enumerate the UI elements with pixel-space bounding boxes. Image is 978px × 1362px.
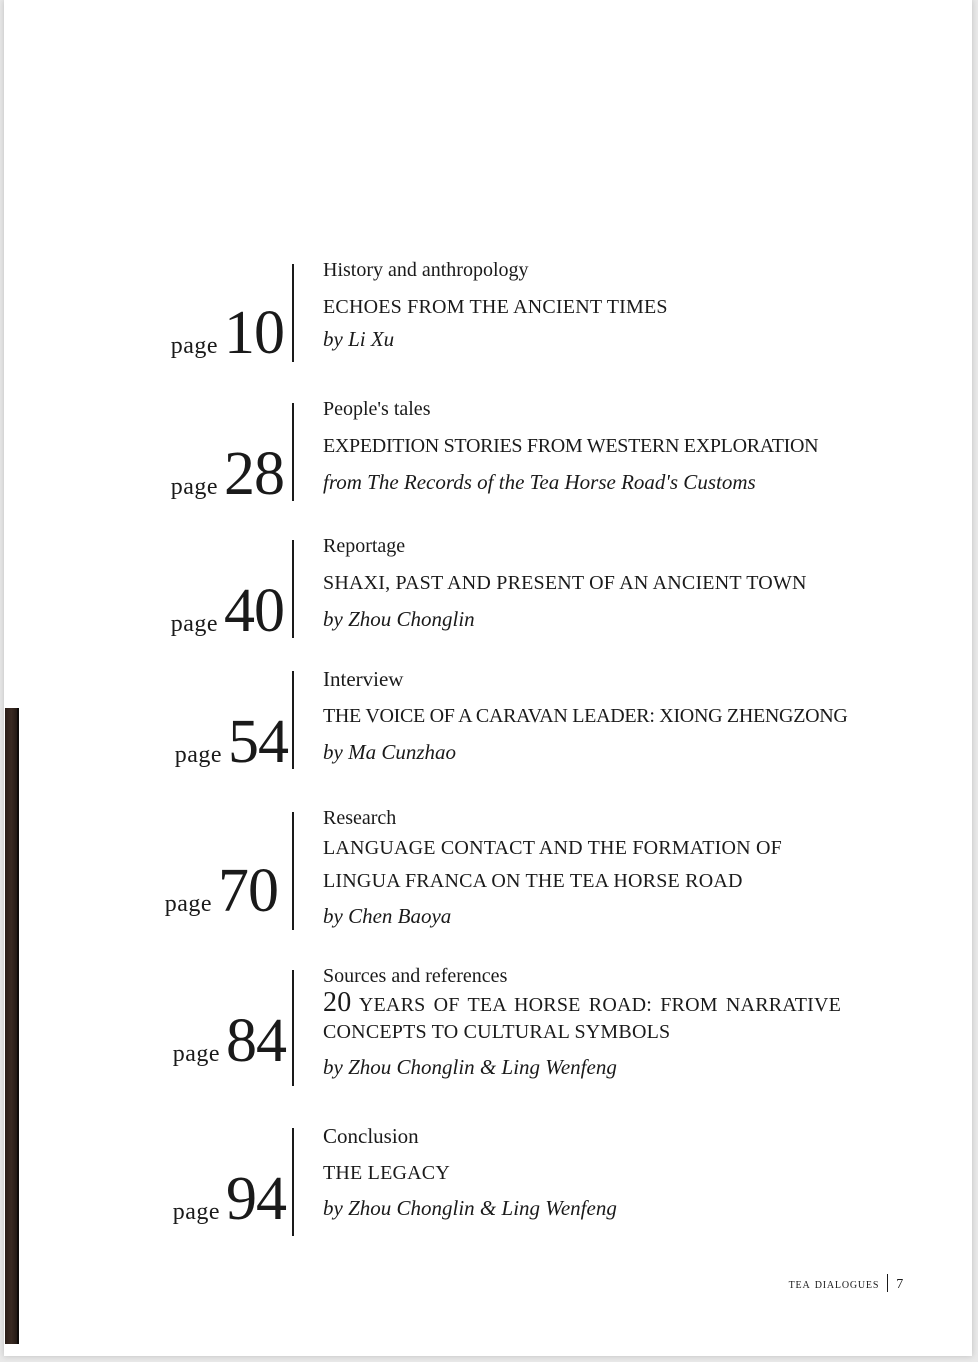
- toc-entry[interactable]: [0, 1124, 978, 1236]
- entry-text: [323, 258, 863, 354]
- entry-category: Reportage: [323, 535, 406, 557]
- toc-entry[interactable]: [0, 806, 978, 932]
- entry-text: [323, 964, 863, 1082]
- toc-entry[interactable]: [0, 964, 978, 1088]
- entry-author: by Zhou Chonglin & Ling Wenfeng: [323, 1196, 617, 1220]
- toc-entry[interactable]: [0, 667, 978, 776]
- page-label: page: [170, 474, 218, 500]
- entry-text: [323, 667, 863, 767]
- entry-title: EXPEDITION STORIES FROM WESTERN EXPLORATION: [323, 435, 819, 457]
- entry-category: Conclusion: [323, 1124, 419, 1148]
- entry-divider: [292, 540, 294, 638]
- entry-divider: [292, 970, 294, 1086]
- page-label: page: [170, 333, 218, 359]
- page-reference: [170, 440, 284, 508]
- entry-text: [323, 534, 863, 634]
- page-reference: [170, 577, 284, 645]
- page-label: page: [172, 1199, 220, 1225]
- page-reference: [172, 1007, 286, 1075]
- page-label: page: [174, 742, 222, 768]
- entry-category: Research: [323, 807, 397, 829]
- page-footer: [700, 1274, 904, 1293]
- entry-author: from The Records of the Tea Horse Road's Customs: [323, 470, 756, 494]
- toc-entry[interactable]: [0, 258, 978, 367]
- page-number: 28: [224, 440, 284, 508]
- page-number: 84: [226, 1007, 286, 1075]
- toc-entry[interactable]: [0, 397, 978, 508]
- entry-divider: [292, 671, 294, 769]
- page-reference: [174, 708, 288, 776]
- entry-divider: [292, 264, 294, 362]
- entry-title-number: 20: [323, 987, 352, 1018]
- page-label: page: [164, 891, 212, 917]
- entry-divider: [292, 1128, 294, 1236]
- page-label: page: [170, 611, 218, 637]
- page-reference: [170, 299, 284, 367]
- page-number: 10: [224, 299, 284, 367]
- page-number: 54: [228, 708, 288, 776]
- magazine-name: tea dialogues: [788, 1277, 880, 1292]
- entry-author: by Zhou Chonglin & Ling Wenfeng: [323, 1055, 617, 1079]
- page-number: 94: [226, 1165, 286, 1233]
- entry-category: History and anthropology: [323, 259, 529, 281]
- entry-title: THE VOICE OF A CARAVAN LEADER: XIONG ZHENGZONG: [323, 705, 848, 727]
- page-number: 40: [224, 577, 284, 645]
- entry-author: by Li Xu: [323, 327, 395, 351]
- entry-title-text: YEARS OF TEA HORSE ROAD: FROM NARRATIVE: [358, 994, 842, 1016]
- entry-author: by Chen Baoya: [323, 904, 452, 928]
- entry-title: THE LEGACY: [323, 1162, 450, 1184]
- entry-title: SHAXI, PAST AND PRESENT OF AN ANCIENT TOWN: [323, 572, 807, 594]
- page-reference: [164, 857, 278, 925]
- entry-title: ECHOES FROM THE ANCIENT TIMES: [323, 296, 668, 318]
- entry-text: [323, 806, 863, 931]
- page-number: 70: [218, 857, 278, 925]
- entry-text: [323, 397, 863, 497]
- entry-category: Interview: [323, 667, 404, 691]
- entry-title-line: [323, 988, 863, 1020]
- footer-separator: [887, 1274, 888, 1292]
- entry-category: Sources and references: [323, 965, 508, 987]
- entry-title-line: LINGUA FRANCA ON THE TEA HORSE ROAD: [323, 870, 743, 892]
- entry-author: by Zhou Chonglin: [323, 607, 475, 631]
- page-reference: [172, 1165, 286, 1233]
- entry-text: [323, 1124, 863, 1223]
- entry-author: by Ma Cunzhao: [323, 740, 456, 764]
- entry-divider: [292, 403, 294, 501]
- toc-entry[interactable]: [0, 534, 978, 645]
- entry-title-line: CONCEPTS TO CULTURAL SYMBOLS: [323, 1021, 671, 1043]
- page-label: page: [172, 1041, 220, 1067]
- folio-number: 7: [896, 1277, 904, 1292]
- entry-title-line: LANGUAGE CONTACT AND THE FORMATION OF: [323, 837, 782, 859]
- entry-category: People's tales: [323, 398, 431, 420]
- entry-divider: [292, 812, 294, 930]
